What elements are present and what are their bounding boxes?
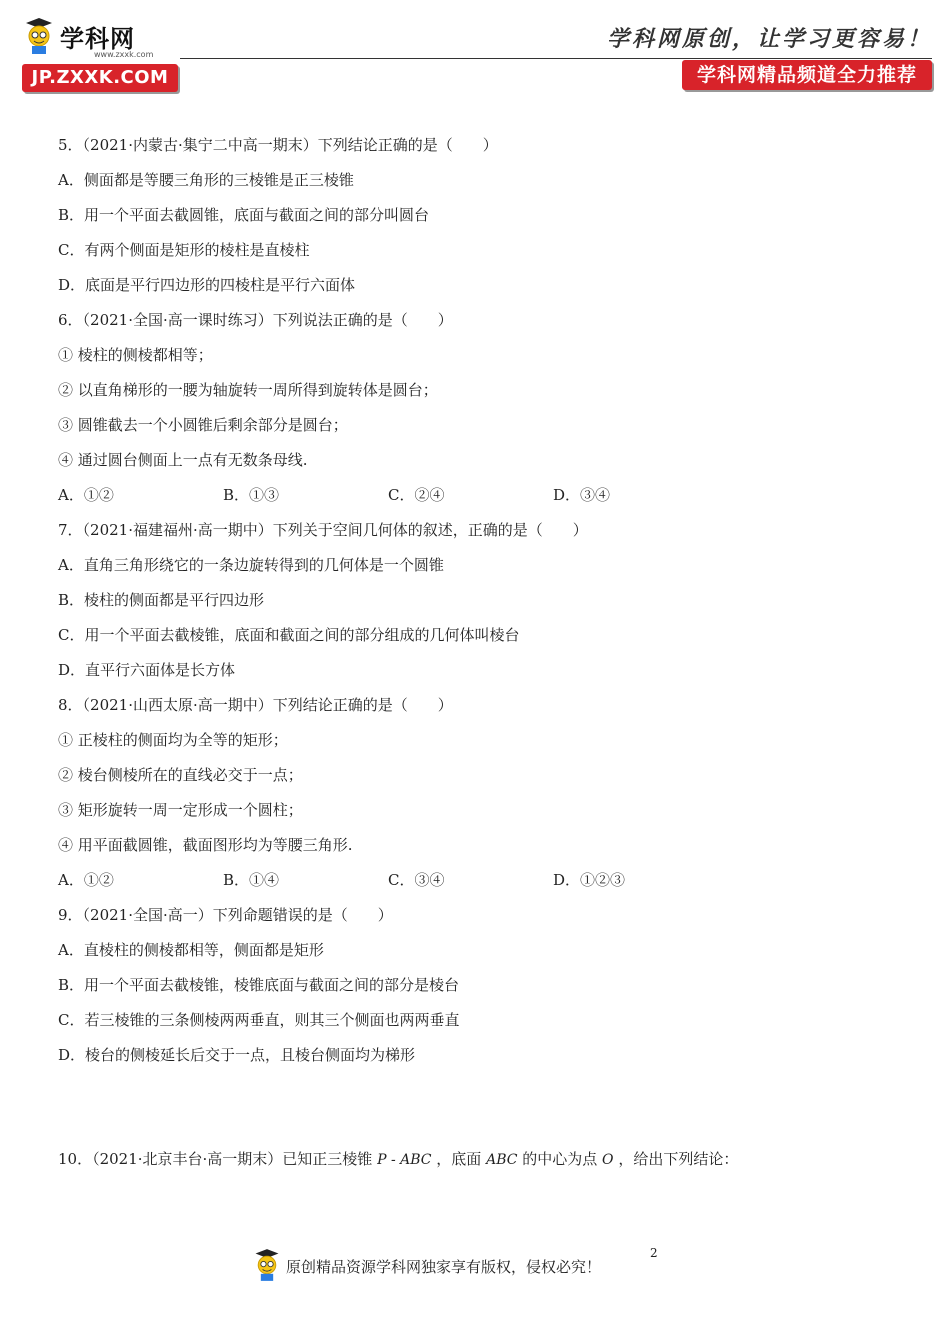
question-list [58,128,898,1073]
q7-option-b: B．棱柱的侧面都是平行四边形 [58,591,265,609]
q9-stem: 9．（2021·全国·高一）下列命题错误的是（ ） [58,906,393,924]
q6-option-b: B．①③ [223,486,280,504]
mascot-icon [22,17,56,55]
q10-prefix: 10．（2021·北京丰台·高一期末）已知正三棱锥 [58,1150,373,1168]
page-footer [252,1246,672,1286]
q6-option-a: A．①② [58,486,114,504]
q10-suffix: ，给出下列结论： [618,1150,739,1168]
q6-option-c: C．②④ [388,486,445,504]
q6-statement-4: ④ 通过圆台侧面上一点有无数条母线. [58,451,308,469]
q8-statement-4: ④ 用平面截圆锥，截面图形均为等腰三角形. [58,836,353,854]
copyright-text: 原创精品资源学科网独家享有版权，侵权必究！ [286,1258,602,1276]
page-number: 2 [650,1246,658,1260]
header-divider [180,58,932,59]
q8-option-a: A．①② [58,871,114,889]
q10-base: ABC [486,1152,518,1168]
q9-option-c: C．若三棱锥的三条侧棱两两垂直，则其三个侧面也两两垂直 [58,1011,460,1029]
logo-badge: JP.ZXXK.COM [22,64,178,92]
q7-option-d: D．直平行六面体是长方体 [58,661,236,679]
recommend-badge: 学科网精品频道全力推荐 [682,60,932,90]
q5-option-b: B．用一个平面去截圆锥，底面与截面之间的部分叫圆台 [58,206,430,224]
header-slogan: 学科网原创，让学习更容易！ [606,26,932,52]
mascot-icon [252,1246,282,1284]
q10-point: O [602,1152,614,1168]
q6-statement-1: ① 棱柱的侧棱都相等； [58,346,213,364]
q6-statement-2: ② 以直角梯形的一腰为轴旋转一周所得到旋转体是圆台； [58,381,438,399]
logo-name: 学科网 [60,24,135,53]
q8-option-d: D．①②③ [553,871,626,889]
logo-url: www.zxxk.com [94,50,154,59]
q9-option-b: B．用一个平面去截棱锥，棱锥底面与截面之间的部分是棱台 [58,976,460,994]
q8-stem: 8．（2021·山西太原·高一期中）下列结论正确的是（ ） [58,696,453,714]
q10-mid1: ，底面 [436,1150,482,1168]
q9-option-a: A．直棱柱的侧棱都相等，侧面都是矩形 [58,941,324,959]
q5-stem: 5．（2021·内蒙古·集宁二中高一期末）下列结论正确的是（ ） [58,136,498,154]
page-header [0,0,950,100]
q5-option-a: A．侧面都是等腰三角形的三棱锥是正三棱锥 [58,171,354,189]
logo [22,14,182,96]
q9-option-d: D．棱台的侧棱延长后交于一点，且棱台侧面均为梯形 [58,1046,416,1064]
q10-stem [58,1142,738,1178]
q7-stem: 7．（2021·福建福州·高一期中）下列关于空间几何体的叙述，正确的是（ ） [58,521,588,539]
q6-statement-3: ③ 圆锥截去一个小圆锥后剩余部分是圆台； [58,416,348,434]
q8-statement-3: ③ 矩形旋转一周一定形成一个圆柱； [58,801,303,819]
q5-option-d: D．底面是平行四边形的四棱柱是平行六面体 [58,276,356,294]
q7-option-a: A．直角三角形绕它的一条边旋转得到的几何体是一个圆锥 [58,556,444,574]
q8-statement-1: ① 正棱柱的侧面均为全等的矩形； [58,731,288,749]
q6-stem: 6．（2021·全国·高一课时练习）下列说法正确的是（ ） [58,311,453,329]
q8-statement-2: ② 棱台侧棱所在的直线必交于一点； [58,766,303,784]
q10-pyramid: P - ABC [377,1152,432,1168]
q7-option-c: C．用一个平面去截棱锥，底面和截面之间的部分组成的几何体叫棱台 [58,626,520,644]
q6-option-d: D．③④ [553,486,611,504]
q8-option-b: B．①④ [223,871,280,889]
q10-mid2: 的中心为点 [522,1150,598,1168]
q8-options [58,863,898,898]
q8-option-c: C．③④ [388,871,445,889]
q5-option-c: C．有两个侧面是矩形的棱柱是直棱柱 [58,241,310,259]
q6-options [58,478,898,513]
